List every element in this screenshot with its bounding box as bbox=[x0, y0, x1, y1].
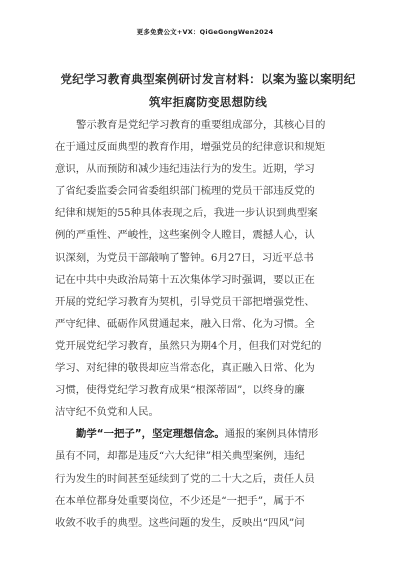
text-line: 识深刻，为党员干部敲响了警钟。6月27日，习近平总书 bbox=[55, 251, 314, 264]
text-line: 党开展党纪学习教育，虽然只为期4个月，但我们对党纪的 bbox=[55, 339, 322, 352]
text-run: 通报的案例具体情形 bbox=[224, 428, 319, 441]
paragraph-2 bbox=[55, 423, 355, 533]
text-line: 习惯，使得党纪学习教育成果“根深蒂固”，以终身的廉 bbox=[55, 384, 305, 397]
text-line bbox=[55, 423, 355, 445]
header-note: 更多免费公文+VX：QiGeGongWen2024 bbox=[136, 28, 274, 36]
text-line: 洁守纪不负党和人民。 bbox=[55, 406, 159, 419]
paragraph-1 bbox=[55, 114, 355, 423]
text-line: 学习、对纪律的敬畏却应当常态化，真正融入日常、化为 bbox=[55, 362, 315, 375]
text-line: 开展的党纪学习教育为契机，引导党员干部把增强党性、 bbox=[55, 295, 315, 308]
text-line: 了省纪委监委会同省委组织部门梳理的党员干部违反党的 bbox=[55, 185, 315, 198]
document-body bbox=[55, 114, 355, 534]
title-line-1: 党纪学习教育典型案例研讨发言材料：以案为鉴以案明纪 bbox=[60, 72, 356, 86]
document-title bbox=[58, 68, 358, 114]
text-line: 行为发生的时间甚至延续到了党的二十大之后，责任人员 bbox=[55, 472, 315, 485]
text-line: 纪律和规矩的55种具体表现之后，我进一步认识到典型案 bbox=[55, 207, 318, 220]
title-line-2: 筑牢拒腐防变思想防线 bbox=[149, 95, 267, 109]
text-line: 在于通过反面典型的教育作用，增强党员的纪律意识和规矩 bbox=[55, 141, 326, 154]
section-heading: 勤学“一把子”，坚定理想信念。 bbox=[76, 428, 225, 441]
text-line: 例的严重性、严峻性，这些案例令人瞠目，震撼人心，认 bbox=[55, 229, 315, 242]
text-line: 收敛不收手的典型。这些问题的发生，反映出“四风”问 bbox=[55, 516, 305, 529]
text-line: 在本单位都身处重要岗位，不少还是“一把手”，属于不 bbox=[55, 494, 305, 507]
text-line: 虽有不同，却都是违反“六大纪律”相关典型案例，违纪 bbox=[55, 450, 305, 463]
text-line: 意识，从而预防和减少违纪违法行为的发生。近期，学习 bbox=[55, 163, 315, 176]
text-line: 严守纪律、砥砺作风贯通起来，融入日常、化为习惯。全 bbox=[55, 317, 315, 330]
text-line: 记在中共中央政治局第十五次集体学习时强调，要以正在 bbox=[55, 273, 315, 286]
text-line: 警示教育是党纪学习教育的重要组成部分，其核心目的 bbox=[76, 119, 326, 131]
